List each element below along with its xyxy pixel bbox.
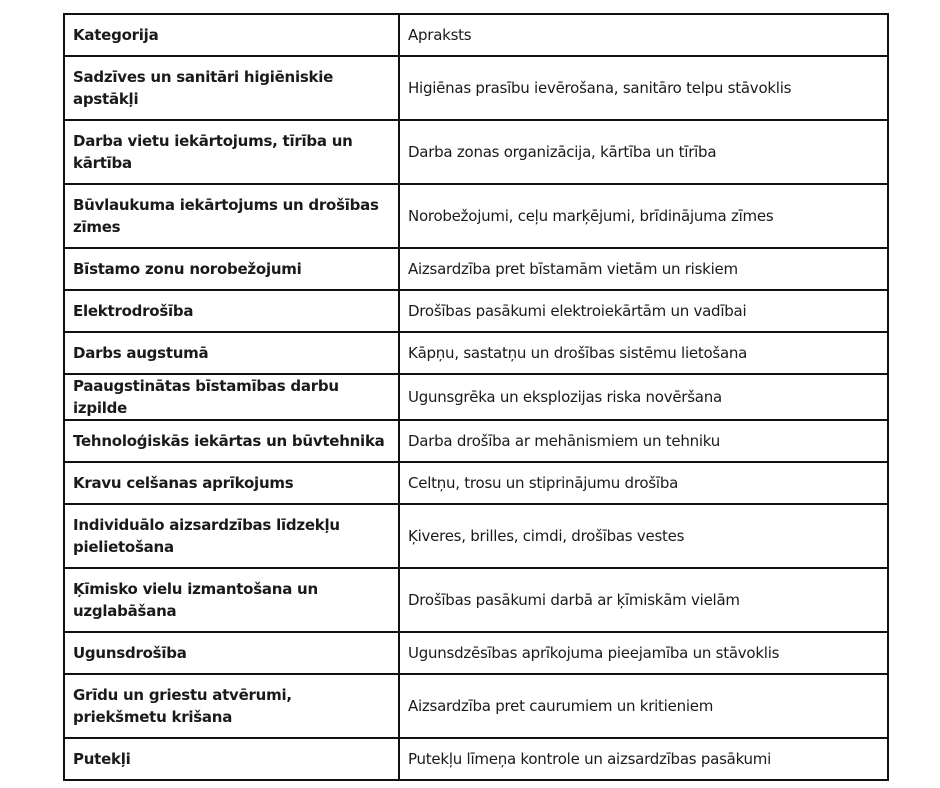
table-row [64, 56, 888, 120]
row-category: Tehnoloģiskās iekārtas un būvtehnika [64, 420, 399, 462]
row-description: Celtņu, trosu un stiprinājumu drošība [399, 462, 888, 504]
table-row [64, 504, 888, 568]
row-description: Drošības pasākumi elektroiekārtām un vadībai [399, 290, 888, 332]
row-category: Paaugstinātas bīstamības darbu izpilde [64, 374, 399, 420]
row-category: Kravu celšanas aprīkojums [64, 462, 399, 504]
row-description: Putekļu līmeņa kontrole un aizsardzības pasākumi [399, 738, 888, 780]
table-row [64, 462, 888, 504]
table-row [64, 332, 888, 374]
table-row [64, 120, 888, 184]
header-category: Kategorija [64, 14, 399, 56]
table-row [64, 632, 888, 674]
row-description: Norobežojumi, ceļu marķējumi, brīdinājuma zīmes [399, 184, 888, 248]
row-category: Elektrodrošība [64, 290, 399, 332]
row-description: Aizsardzība pret bīstamām vietām un riskiem [399, 248, 888, 290]
table-row [64, 420, 888, 462]
header-description: Apraksts [399, 14, 888, 56]
table-row [64, 248, 888, 290]
row-category: Ķīmisko vielu izmantošana un uzglabāšana [64, 568, 399, 632]
row-description: Ugunsgrēka un eksplozijas riska novēršana [399, 374, 888, 420]
row-description: Higiēnas prasību ievērošana, sanitāro telpu stāvoklis [399, 56, 888, 120]
table-row [64, 674, 888, 738]
row-category: Darbs augstumā [64, 332, 399, 374]
table-header-row [64, 14, 888, 56]
row-category: Grīdu un griestu atvērumi, priekšmetu krišana [64, 674, 399, 738]
table-row [64, 184, 888, 248]
row-category: Putekļi [64, 738, 399, 780]
row-category: Bīstamo zonu norobežojumi [64, 248, 399, 290]
row-description: Ugunsdzēsības aprīkojuma pieejamība un stāvoklis [399, 632, 888, 674]
row-category: Darba vietu iekārtojums, tīrība un kārtība [64, 120, 399, 184]
row-description: Drošības pasākumi darbā ar ķīmiskām vielām [399, 568, 888, 632]
table-row [64, 738, 888, 780]
table-row [64, 374, 888, 420]
row-description: Darba drošība ar mehānismiem un tehniku [399, 420, 888, 462]
row-category: Ugunsdrošība [64, 632, 399, 674]
row-category: Būvlaukuma iekārtojums un drošības zīmes [64, 184, 399, 248]
table-row [64, 568, 888, 632]
row-description: Aizsardzība pret caurumiem un kritieniem [399, 674, 888, 738]
table-row [64, 290, 888, 332]
row-description: Ķiveres, brilles, cimdi, drošības vestes [399, 504, 888, 568]
row-category: Individuālo aizsardzības līdzekļu pielietošana [64, 504, 399, 568]
row-description: Darba zonas organizācija, kārtība un tīrība [399, 120, 888, 184]
category-table [63, 13, 889, 781]
row-description: Kāpņu, sastatņu un drošības sistēmu lietošana [399, 332, 888, 374]
row-category: Sadzīves un sanitāri higiēniskie apstākļi [64, 56, 399, 120]
